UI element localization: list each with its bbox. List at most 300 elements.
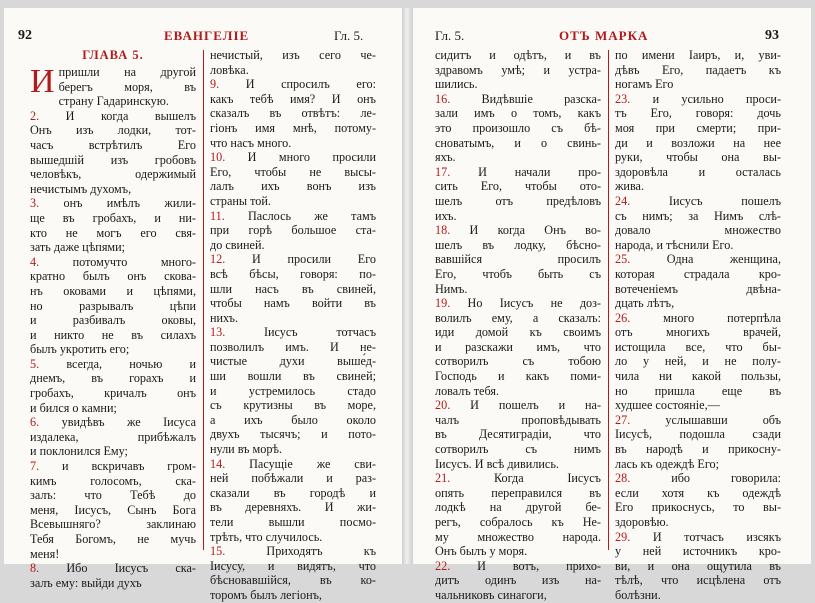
verse-text: увидѣвъ же Iисуса — [61, 415, 196, 430]
verse-number: 25. — [615, 252, 667, 267]
verse-text: лась къ одеждѣ Его; — [615, 456, 720, 471]
text-line — [435, 77, 601, 92]
text-line — [435, 457, 601, 472]
text-line — [435, 209, 601, 224]
left-column-1 — [30, 48, 196, 590]
verse-text: Когда Iисусъ — [493, 471, 601, 486]
verse-text: Iисусѣ, подошла сзади — [615, 427, 781, 442]
right-page — [413, 8, 811, 602]
text-line — [210, 150, 376, 165]
verse-text: И начали про- — [478, 164, 602, 179]
text-line — [30, 94, 196, 109]
text-line — [615, 413, 781, 428]
column-rule — [608, 50, 609, 550]
verse-text: дѣвъ Его, падаетъ къ — [615, 62, 781, 77]
verse-text: всегда, ночью и — [66, 356, 196, 371]
verse-text: съ нимъ; за Нимъ слѣ- — [615, 208, 781, 223]
text-line — [30, 153, 196, 168]
text-line — [615, 165, 781, 180]
text-line — [435, 471, 601, 486]
verse-text: днемъ, въ горахъ и — [30, 371, 196, 386]
text-line — [210, 588, 376, 603]
verse-text: И когда Онъ во- — [469, 223, 601, 238]
text-line — [435, 559, 601, 574]
book-gutter — [402, 8, 413, 564]
text-line — [30, 269, 196, 284]
verse-text: но пришла еще въ — [615, 383, 781, 398]
text-line — [210, 457, 376, 472]
text-line — [615, 63, 781, 78]
text-line — [30, 65, 196, 80]
text-line — [435, 369, 601, 384]
verse-text: жива. — [615, 179, 644, 194]
verse-text: ней побѣжали и раз- — [210, 471, 376, 486]
text-line — [30, 459, 196, 474]
text-line — [30, 561, 196, 576]
verse-text: Тебя Богомъ, не мучь — [30, 532, 196, 546]
verse-text: ши вошли въ свиней; — [210, 369, 376, 384]
verse-text: Его, чтобъ быть съ — [435, 266, 601, 281]
verse-text: сотворилъ съ тобою — [435, 354, 601, 369]
verse-text: и никто не въ силахъ — [30, 327, 196, 342]
text-line — [435, 486, 601, 501]
verse-number: 28. — [615, 471, 672, 486]
text-line — [435, 121, 601, 136]
verse-text: часъ встрѣтилъ Его — [30, 137, 196, 152]
text-line — [435, 573, 601, 588]
verse-text: И спросилъ его: — [245, 77, 376, 92]
right-running-head — [413, 28, 811, 46]
text-line — [30, 532, 196, 547]
verse-text: нули въ морѣ. — [210, 442, 283, 457]
text-line — [615, 136, 781, 151]
text-line — [435, 413, 601, 428]
verse-text: нихъ. — [210, 310, 239, 325]
verse-text: берегъ моря, въ — [58, 79, 196, 94]
verse-number: 14. — [210, 456, 250, 471]
verse-text: моя при смерти; при- — [615, 120, 781, 135]
verse-text: съ крутизны въ море, — [210, 398, 376, 413]
verse-number: 8. — [30, 561, 67, 576]
verse-number: 24. — [615, 193, 669, 208]
running-chapter: Гл. 5. — [334, 28, 364, 43]
text-line — [210, 340, 376, 355]
verse-text: позволилъ имъ. И не- — [210, 339, 376, 354]
verse-text: вавшiйся просилъ — [435, 252, 601, 267]
text-line — [30, 503, 196, 518]
verse-text: сноватымъ, и о свинь- — [435, 135, 601, 150]
verse-text: тели вышли посмо- — [210, 515, 376, 529]
verse-text: залъ ему: выйди духъ — [30, 575, 142, 590]
verse-text: страны той. — [210, 193, 271, 208]
verse-text: волилъ ему, а сказалъ: — [435, 310, 601, 325]
verse-text: и вскричавъ гром- — [62, 459, 197, 474]
text-line — [210, 384, 376, 399]
verse-text: нечистымъ духомъ, — [30, 181, 132, 196]
verse-text: зали имъ о томъ, какъ — [435, 106, 601, 121]
verse-text: и устремилось стадо — [210, 383, 376, 398]
verse-number: 5. — [30, 356, 67, 371]
verse-text: что насъ много. — [210, 135, 292, 150]
text-line — [30, 211, 196, 226]
verse-text: ло у ней, и не полу- — [615, 354, 781, 369]
verse-text: въ Десятиградiи, что — [435, 427, 601, 442]
text-line — [615, 588, 781, 603]
text-line — [30, 299, 196, 314]
verse-text: И пошелъ и на- — [470, 398, 602, 413]
verse-text: здоровѣла и осталась — [615, 164, 781, 179]
text-line — [210, 296, 376, 311]
text-line — [615, 238, 781, 253]
text-line — [615, 48, 781, 63]
text-line — [615, 252, 781, 267]
text-line — [30, 167, 196, 182]
text-line — [615, 150, 781, 165]
verse-text: довало множество — [615, 223, 781, 238]
verse-text: И просили Его — [251, 252, 377, 267]
text-line — [435, 252, 601, 267]
verse-text: ихъ. — [435, 208, 457, 223]
text-line — [435, 296, 601, 311]
text-line — [210, 515, 376, 530]
text-line — [615, 486, 781, 501]
text-line — [615, 530, 781, 545]
text-line — [210, 48, 376, 63]
text-line — [210, 92, 376, 107]
text-line — [615, 209, 781, 224]
verse-text: пришли на другой — [58, 65, 196, 79]
verse-text: чистые духи выше́д- — [210, 354, 376, 369]
text-line — [30, 255, 196, 270]
verse-text: сказали въ городѣ и — [210, 485, 376, 500]
text-line — [30, 386, 196, 401]
text-line — [210, 106, 376, 121]
text-line — [615, 92, 781, 107]
text-line — [210, 325, 376, 340]
verse-number: 9. — [210, 77, 246, 92]
verse-number: 13. — [210, 325, 264, 340]
text-line — [210, 252, 376, 267]
text-line — [435, 384, 601, 399]
verse-text: сить Его, чтобы ото- — [435, 179, 601, 194]
text-line — [210, 311, 376, 326]
verse-text: дитъ одинъ изъ на- — [435, 573, 601, 588]
verse-text: трѣть, что случилось. — [210, 529, 323, 544]
verse-text: кратно былъ онъ скова- — [30, 269, 196, 284]
verse-text: И вотъ, прихо- — [477, 558, 601, 573]
text-line — [435, 92, 601, 107]
verse-text: двухъ тысячъ; и пото- — [210, 427, 376, 442]
text-line — [210, 500, 376, 515]
verse-number: 19. — [435, 296, 468, 311]
text-line — [210, 442, 376, 457]
verse-text: чальниковъ синагоги, — [435, 587, 547, 602]
verse-text: ибо говорила: — [671, 471, 781, 486]
verse-number: 10. — [210, 150, 248, 165]
verse-text: болѣзни. — [615, 587, 661, 602]
text-line — [210, 282, 376, 297]
verse-text: худшее состоянiе,— — [615, 398, 720, 413]
verse-number: 4. — [30, 254, 73, 269]
verse-text: при горѣ большое ста- — [210, 223, 376, 238]
verse-text: ще въ гробахъ, и ни- — [30, 210, 196, 225]
text-line — [615, 500, 781, 515]
text-line — [30, 226, 196, 241]
verse-text: былъ укротить его; — [30, 342, 130, 357]
verse-text: ви, и она ощутила въ — [615, 558, 781, 573]
text-line — [435, 530, 601, 545]
text-line — [30, 284, 196, 299]
page-number: 93 — [765, 28, 779, 43]
text-line — [210, 136, 376, 151]
text-line — [615, 384, 781, 399]
text-line — [615, 296, 781, 311]
verse-text: Его, чтобы не высы- — [210, 164, 376, 179]
text-line — [210, 179, 376, 194]
verse-text: меня! — [30, 546, 60, 561]
verse-text: меня, Iисусъ, Сынъ Бога — [30, 502, 196, 517]
text-line — [615, 267, 781, 282]
text-line — [435, 63, 601, 78]
text-line — [615, 282, 781, 297]
verse-number: 15. — [210, 544, 267, 559]
text-line — [435, 150, 601, 165]
text-line — [435, 398, 601, 413]
text-line — [435, 282, 601, 297]
verse-number: 12. — [210, 252, 252, 267]
verse-text: Видѣвшiе разска- — [481, 91, 601, 106]
verse-text: Iисусу, и видятъ, что — [210, 558, 376, 573]
text-line — [615, 442, 781, 457]
verse-text: регъ, собралось къ Не- — [435, 515, 601, 529]
text-line — [435, 442, 601, 457]
verse-text: чалъ проповѣдывать — [435, 412, 601, 427]
text-line — [30, 138, 196, 153]
text-line — [30, 430, 196, 445]
verse-text: Iисусъ. И всѣ дивились. — [435, 456, 559, 471]
text-line — [30, 328, 196, 343]
verse-text: бѣсновавшiйся, въ ко- — [210, 573, 376, 588]
verse-text: иди домой къ своимъ — [435, 325, 601, 340]
verse-number: 27. — [615, 412, 666, 427]
verse-text: у ней источникъ кро- — [615, 544, 781, 559]
text-line — [30, 576, 196, 591]
verse-text: Но Iисусъ не доз- — [467, 296, 601, 311]
text-line — [30, 357, 196, 372]
text-line — [435, 179, 601, 194]
verse-number: 7. — [30, 459, 63, 474]
running-chapter: Гл. 5. — [435, 28, 465, 43]
verse-text: здоровѣю. — [615, 515, 669, 529]
verse-text: кто не могъ его свя- — [30, 225, 196, 240]
verse-text: зать даже цѣпями; — [30, 240, 126, 255]
text-line — [615, 427, 781, 442]
text-line — [30, 517, 196, 532]
text-line — [615, 194, 781, 209]
text-line — [210, 530, 376, 545]
verse-text: вотеченiемъ двѣна- — [615, 281, 781, 296]
verse-number: 21. — [435, 471, 494, 486]
text-line — [615, 223, 781, 238]
text-line — [210, 63, 376, 78]
running-title: ОТЪ МАРКА — [559, 28, 649, 43]
text-line — [615, 559, 781, 574]
text-line — [615, 106, 781, 121]
verse-text: но разрывалъ цѣпи — [30, 298, 196, 313]
text-line — [435, 267, 601, 282]
text-line — [210, 77, 376, 92]
verse-text: гiонъ имя мнѣ, потому- — [210, 120, 376, 135]
verse-text: Iисусъ тотчасъ — [263, 325, 377, 340]
running-title: ЕВАНГЕЛIЕ — [164, 28, 250, 43]
verse-number: 11. — [210, 208, 248, 223]
verse-text: Одна женщина, — [666, 252, 781, 267]
text-line — [30, 415, 196, 430]
text-line — [30, 444, 196, 459]
page-number: 92 — [18, 28, 32, 43]
text-line — [210, 194, 376, 209]
verse-number: 22. — [435, 558, 478, 573]
left-page — [4, 8, 402, 602]
text-line — [615, 515, 781, 530]
text-line — [210, 544, 376, 559]
verse-text: шелъ въ лодку, бѣсно- — [435, 237, 601, 252]
text-line — [30, 547, 196, 562]
verse-text: шли насъ въ свиней, — [210, 281, 376, 296]
right-column-2 — [615, 48, 781, 603]
text-line — [435, 325, 601, 340]
text-line — [210, 369, 376, 384]
verse-text: лодкѣ на другой бе- — [435, 500, 601, 515]
verse-text: и усильно проси- — [652, 91, 782, 106]
text-line — [435, 223, 601, 238]
text-line — [435, 588, 601, 603]
verse-text: и разскажи имъ, что — [435, 339, 601, 354]
verse-text: И когда вышелъ — [65, 108, 196, 123]
text-line — [615, 471, 781, 486]
verse-text: народа, и тѣснили Его. — [615, 237, 734, 252]
verse-text: Онъ изъ лодки, тот- — [30, 123, 196, 138]
verse-text: страну Гадаринскую. — [58, 94, 169, 109]
verse-number: 29. — [615, 529, 653, 544]
text-line — [210, 238, 376, 253]
verse-text: опять переправился въ — [435, 485, 601, 500]
text-line — [30, 474, 196, 489]
text-line — [435, 515, 601, 530]
text-line — [210, 559, 376, 574]
text-line — [435, 48, 601, 63]
text-line — [210, 165, 376, 180]
text-line — [435, 136, 601, 151]
text-line — [210, 398, 376, 413]
verse-text: отъ многихъ врачей, — [615, 325, 781, 340]
text-line — [615, 311, 781, 326]
text-line — [435, 427, 601, 442]
text-line — [615, 457, 781, 472]
text-line — [435, 340, 601, 355]
verse-text: ловалъ тебя. — [435, 383, 500, 398]
verse-text: Приходятъ къ — [266, 544, 376, 559]
verse-text: Онъ былъ у моря. — [435, 544, 528, 559]
verse-text: му множество народа. — [435, 529, 601, 544]
text-line — [210, 427, 376, 442]
verse-text: лалъ ихъ вонъ изъ — [210, 179, 376, 194]
text-line — [30, 123, 196, 138]
text-line — [30, 109, 196, 124]
text-line — [30, 80, 196, 95]
verse-text: вышедшiй изъ гробовъ — [30, 152, 196, 167]
text-line — [435, 544, 601, 559]
verse-text: дцать лѣтъ, — [615, 296, 675, 311]
verse-text: шились. — [435, 77, 478, 92]
text-line — [210, 354, 376, 369]
text-line — [30, 182, 196, 197]
verse-text: сидитъ и одѣтъ, и въ — [435, 48, 601, 62]
right-column-1 — [435, 48, 601, 603]
text-line — [435, 194, 601, 209]
verse-text: залъ: что Тебѣ до — [30, 488, 196, 503]
text-line — [435, 354, 601, 369]
verse-text: Пасущiе же сви- — [249, 456, 376, 471]
verse-text: если хотя къ одеждѣ — [615, 485, 781, 500]
verse-text: ди и возложи на нее — [615, 135, 781, 150]
verse-text: сотворилъ съ нимъ — [435, 442, 601, 457]
text-line — [435, 500, 601, 515]
text-line — [30, 371, 196, 386]
verse-number: 20. — [435, 398, 471, 413]
text-line — [435, 311, 601, 326]
text-line — [210, 267, 376, 282]
text-line — [615, 544, 781, 559]
verse-text: чтобы намъ войти въ — [210, 296, 376, 311]
text-line — [30, 196, 196, 211]
text-line — [435, 238, 601, 253]
verse-text: Нимъ. — [435, 281, 468, 296]
verse-number: 17. — [435, 164, 479, 179]
verse-text: до свиней. — [210, 237, 265, 252]
verse-text: истощила все, что бы- — [615, 339, 781, 354]
verse-text: шелъ отъ предѣловъ — [435, 193, 601, 208]
verse-text: торомъ былъ легiонъ, — [210, 587, 322, 602]
verse-text: по имени Iаиръ, и, уви- — [615, 48, 781, 62]
verse-text: яхъ. — [435, 150, 456, 165]
text-line — [615, 77, 781, 92]
verse-text: а ихъ было около — [210, 412, 376, 427]
text-line — [615, 573, 781, 588]
column-rule — [203, 50, 204, 550]
text-line — [30, 240, 196, 255]
verse-text: человѣкъ, одержимый — [30, 167, 196, 182]
verse-text: какъ тебѣ имя? И онъ — [210, 91, 376, 106]
text-line — [30, 401, 196, 416]
verse-text: чила ни какой пользы, — [615, 369, 781, 384]
verse-number: 6. — [30, 415, 62, 430]
verse-text: въ деревняхъ. И жи- — [210, 500, 376, 515]
verse-text: нечистый, изъ сего че- — [210, 48, 376, 62]
verse-text: здравомъ умѣ; и устра- — [435, 62, 601, 77]
verse-number: 3. — [30, 196, 64, 211]
verse-text: И много просили — [247, 150, 377, 165]
verse-text: Господь и какъ поми- — [435, 369, 601, 384]
verse-text: онъ имѣлъ жили- — [63, 196, 197, 211]
text-line — [30, 313, 196, 328]
verse-text: это произошло съ бѣ- — [435, 120, 601, 135]
verse-number: 23. — [615, 91, 653, 106]
text-line — [615, 398, 781, 413]
text-line — [30, 342, 196, 357]
text-line — [615, 340, 781, 355]
text-line — [210, 486, 376, 501]
